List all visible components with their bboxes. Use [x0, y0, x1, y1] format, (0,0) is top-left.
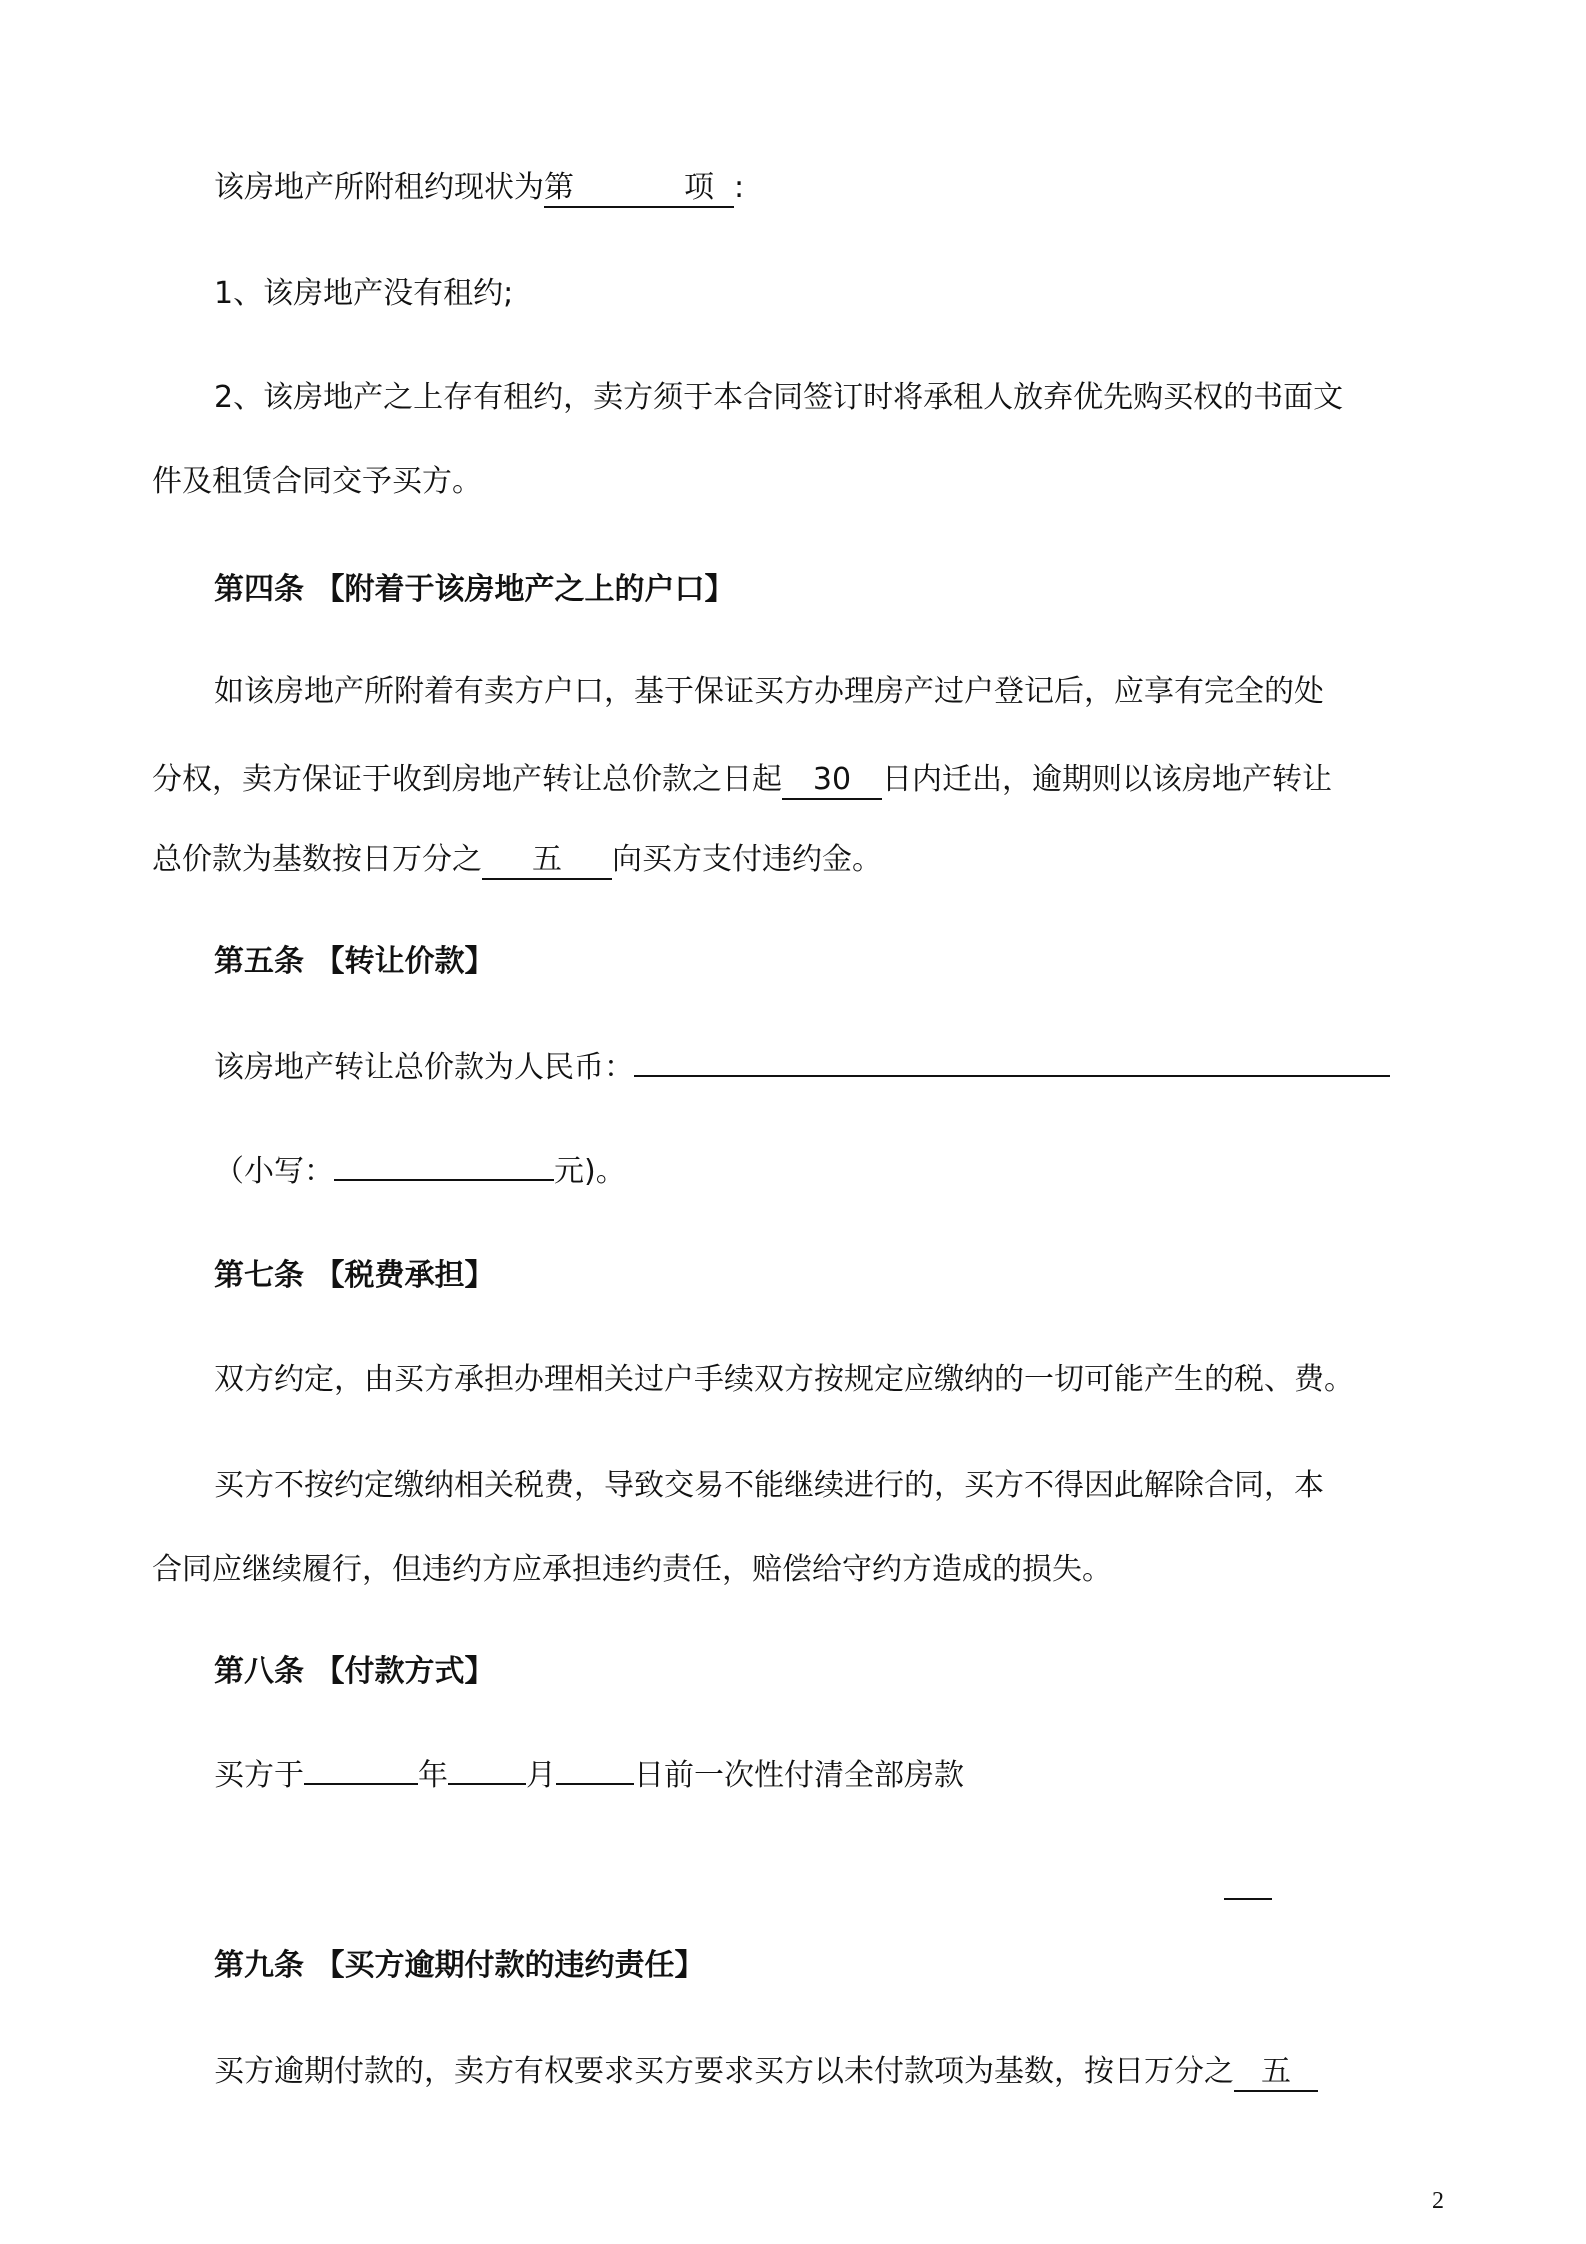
relocation-days-field: 30	[782, 762, 882, 800]
lease-option-1: 1、该房地产没有租约;	[214, 276, 514, 311]
page-number: 2	[1432, 2188, 1444, 2214]
lease-item-end: 项	[684, 170, 714, 205]
lease-item-blank	[544, 170, 734, 208]
article-7-heading: 第七条 【税费承担】	[214, 1258, 495, 1293]
price-small-prefix: （小写：	[214, 1154, 334, 1189]
year-label: 年	[418, 1758, 448, 1793]
article-9-heading: 第九条 【买方逾期付款的违约责任】	[214, 1948, 705, 1983]
lease-status-line	[214, 168, 744, 208]
lease-status-suffix: :	[734, 170, 745, 205]
payment-date-line	[214, 1756, 964, 1796]
article-4-heading: 第四条 【附着于该房地产之上的户口】	[214, 572, 735, 607]
article-4-line-2	[152, 760, 1332, 800]
price-small-line	[214, 1152, 626, 1192]
lease-option-2-line-2: 件及租赁合同交予买方。	[152, 464, 482, 499]
lease-status-prefix: 该房地产所附租约现状为	[214, 170, 544, 205]
article-4-line-3	[152, 840, 882, 880]
article-5-heading: 第五条 【转让价款】	[214, 944, 495, 979]
stray-underline	[1224, 1898, 1272, 1900]
article-4-line-3-b: 向买方支付违约金。	[612, 842, 882, 877]
price-field	[634, 1075, 1390, 1077]
article-4-line-2-a: 分权，卖方保证于收到房地产转让总价款之日起	[152, 762, 782, 797]
article-4-line-2-b: 日内迁出，逾期则以该房地产转让	[882, 762, 1332, 797]
payment-year-field	[304, 1783, 418, 1785]
article-8-heading: 第八条 【付款方式】	[214, 1654, 495, 1689]
article-9-line-1-text: 买方逾期付款的，卖方有权要求买方要求买方以未付款项为基数，按日万分之	[214, 2054, 1234, 2089]
article-9-line-1	[214, 2052, 1318, 2092]
price-line	[214, 1048, 1390, 1088]
price-label: 该房地产转让总价款为人民币：	[214, 1050, 634, 1085]
month-label: 月	[526, 1758, 556, 1793]
payment-month-field	[448, 1783, 526, 1785]
penalty-rate-field: 五	[482, 842, 612, 880]
late-payment-rate-field: 五	[1234, 2054, 1318, 2092]
price-small-field	[334, 1179, 554, 1181]
article-7-paragraph-2-line-1: 买方不按约定缴纳相关税费，导致交易不能继续进行的，买方不得因此解除合同，本	[214, 1468, 1324, 1503]
payment-day-field	[556, 1783, 634, 1785]
price-small-suffix: 元)。	[554, 1154, 626, 1189]
article-7-paragraph-1: 双方约定，由买方承担办理相关过户手续双方按规定应缴纳的一切可能产生的税、费。	[214, 1362, 1354, 1397]
article-4-line-3-a: 总价款为基数按日万分之	[152, 842, 482, 877]
lease-option-2-line-1: 2、该房地产之上存有租约，卖方须于本合同签订时将承租人放弃优先购买权的书面文	[214, 380, 1344, 415]
lease-item-start: 第	[544, 170, 574, 205]
day-label: 日前一次性付清全部房款	[634, 1758, 964, 1793]
article-7-paragraph-2-line-2: 合同应继续履行，但违约方应承担违约责任，赔偿给守约方造成的损失。	[152, 1552, 1112, 1587]
article-4-line-1: 如该房地产所附着有卖方户口，基于保证买方办理房产过户登记后，应享有完全的处	[214, 674, 1324, 709]
payment-prefix: 买方于	[214, 1758, 304, 1793]
